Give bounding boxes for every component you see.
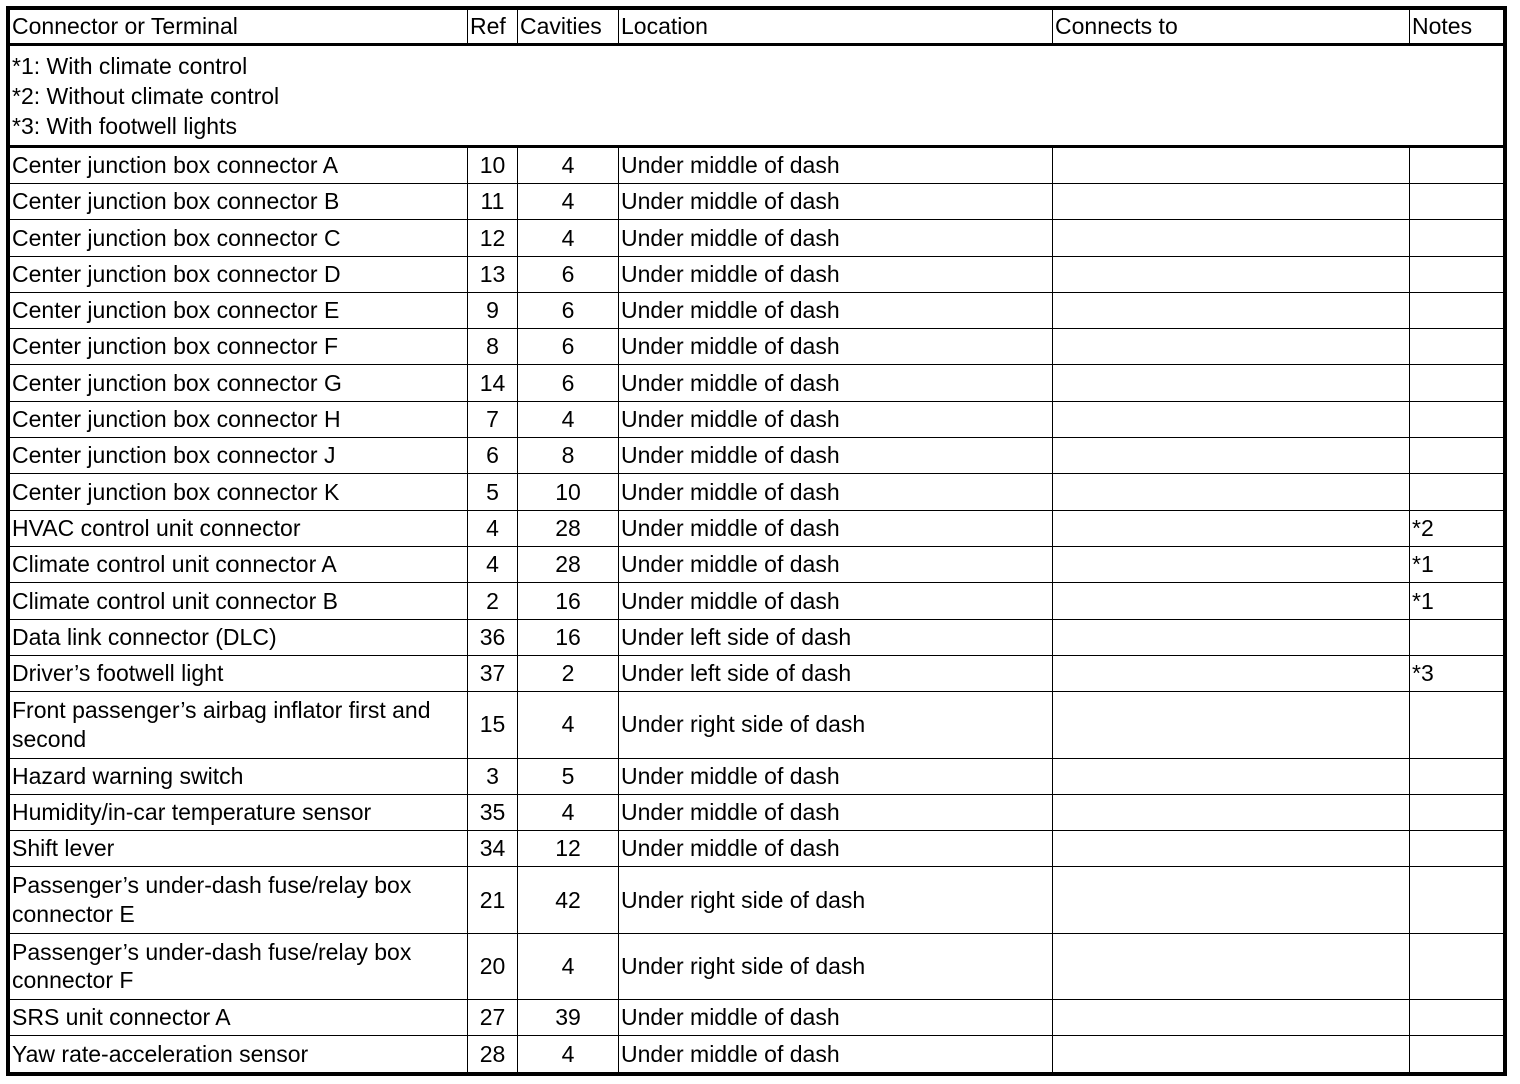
cell-connects-to [1053, 401, 1410, 437]
cell-location: Under middle of dash [619, 401, 1053, 437]
header-notes: Notes [1410, 10, 1504, 45]
cell-cavities: 5 [518, 758, 619, 794]
cell-cavities: 4 [518, 933, 619, 999]
cell-cavities: 4 [518, 1036, 619, 1073]
table-row [10, 220, 1504, 256]
cell-ref: 27 [468, 1000, 518, 1036]
cell-cavities: 4 [518, 220, 619, 256]
cell-location: Under middle of dash [619, 831, 1053, 867]
cell-connects-to [1053, 692, 1410, 758]
table-row [10, 933, 1504, 999]
table-row [10, 546, 1504, 582]
cell-cavities: 4 [518, 794, 619, 830]
header-location: Location [619, 10, 1053, 45]
table-row [10, 146, 1504, 183]
cell-location: Under middle of dash [619, 758, 1053, 794]
cell-location: Under middle of dash [619, 794, 1053, 830]
cell-connector: Yaw rate-acceleration sensor [10, 1036, 468, 1073]
cell-location: Under middle of dash [619, 256, 1053, 292]
cell-ref: 37 [468, 655, 518, 691]
cell-ref: 28 [468, 1036, 518, 1073]
cell-connector: Center junction box connector A [10, 146, 468, 183]
cell-connector: SRS unit connector A [10, 1000, 468, 1036]
cell-connects-to [1053, 831, 1410, 867]
footnotes-row [10, 45, 1504, 147]
cell-cavities: 12 [518, 831, 619, 867]
table-row [10, 401, 1504, 437]
footnotes-cell [10, 45, 1504, 147]
table-row [10, 329, 1504, 365]
cell-connector: Hazard warning switch [10, 758, 468, 794]
cell-location: Under right side of dash [619, 692, 1053, 758]
cell-ref: 4 [468, 546, 518, 582]
cell-location: Under middle of dash [619, 583, 1053, 619]
cell-connector: Front passenger’s airbag inflator first and second [10, 692, 468, 758]
cell-connector: Driver’s footwell light [10, 655, 468, 691]
cell-connects-to [1053, 758, 1410, 794]
cell-location: Under left side of dash [619, 655, 1053, 691]
cell-ref: 6 [468, 438, 518, 474]
cell-notes: *1 [1410, 546, 1504, 582]
cell-connects-to [1053, 474, 1410, 510]
cell-connects-to [1053, 1000, 1410, 1036]
cell-location: Under right side of dash [619, 867, 1053, 933]
cell-notes [1410, 692, 1504, 758]
footnote: *1: With climate control [12, 53, 248, 80]
cell-connects-to [1053, 510, 1410, 546]
cell-notes [1410, 1000, 1504, 1036]
cell-cavities: 4 [518, 184, 619, 220]
cell-notes [1410, 474, 1504, 510]
cell-cavities: 28 [518, 546, 619, 582]
cell-cavities: 2 [518, 655, 619, 691]
cell-connector: Shift lever [10, 831, 468, 867]
cell-notes [1410, 438, 1504, 474]
cell-ref: 7 [468, 401, 518, 437]
header-ref: Ref [468, 10, 518, 45]
cell-ref: 20 [468, 933, 518, 999]
cell-notes [1410, 184, 1504, 220]
cell-connector: Passenger’s under-dash fuse/relay box connector F [10, 933, 468, 999]
table-row [10, 1000, 1504, 1036]
cell-connector: HVAC control unit connector [10, 510, 468, 546]
cell-connects-to [1053, 794, 1410, 830]
cell-connector: Center junction box connector B [10, 184, 468, 220]
cell-cavities: 4 [518, 401, 619, 437]
table-row [10, 692, 1504, 758]
cell-location: Under right side of dash [619, 933, 1053, 999]
cell-connector: Passenger’s under-dash fuse/relay box connector E [10, 867, 468, 933]
cell-connects-to [1053, 256, 1410, 292]
cell-location: Under middle of dash [619, 365, 1053, 401]
cell-ref: 34 [468, 831, 518, 867]
table-row [10, 619, 1504, 655]
cell-notes [1410, 1036, 1504, 1073]
cell-connects-to [1053, 867, 1410, 933]
cell-ref: 9 [468, 292, 518, 328]
cell-connects-to [1053, 365, 1410, 401]
table-row [10, 365, 1504, 401]
table-row [10, 256, 1504, 292]
cell-notes [1410, 758, 1504, 794]
cell-connector: Center junction box connector H [10, 401, 468, 437]
connector-table-frame [6, 6, 1507, 1076]
cell-notes [1410, 401, 1504, 437]
cell-cavities: 28 [518, 510, 619, 546]
cell-connects-to [1053, 329, 1410, 365]
table-row [10, 583, 1504, 619]
cell-cavities: 16 [518, 583, 619, 619]
cell-connects-to [1053, 220, 1410, 256]
cell-location: Under middle of dash [619, 220, 1053, 256]
cell-notes [1410, 365, 1504, 401]
cell-connector: Climate control unit connector A [10, 546, 468, 582]
cell-connector: Center junction box connector F [10, 329, 468, 365]
cell-connects-to [1053, 546, 1410, 582]
cell-connector: Center junction box connector J [10, 438, 468, 474]
footnote: *2: Without climate control [12, 83, 280, 110]
cell-ref: 3 [468, 758, 518, 794]
cell-cavities: 4 [518, 692, 619, 758]
cell-location: Under middle of dash [619, 438, 1053, 474]
cell-connects-to [1053, 146, 1410, 183]
cell-notes [1410, 867, 1504, 933]
cell-cavities: 8 [518, 438, 619, 474]
cell-connector: Center junction box connector E [10, 292, 468, 328]
cell-ref: 15 [468, 692, 518, 758]
cell-connector: Center junction box connector D [10, 256, 468, 292]
cell-notes [1410, 220, 1504, 256]
header-cavities: Cavities [518, 10, 619, 45]
cell-connector: Center junction box connector K [10, 474, 468, 510]
cell-ref: 4 [468, 510, 518, 546]
cell-connects-to [1053, 655, 1410, 691]
cell-cavities: 42 [518, 867, 619, 933]
connector-table [9, 9, 1504, 1073]
header-row [10, 10, 1504, 45]
cell-notes: *1 [1410, 583, 1504, 619]
table-row [10, 1036, 1504, 1073]
cell-ref: 14 [468, 365, 518, 401]
table-row [10, 292, 1504, 328]
cell-notes: *2 [1410, 510, 1504, 546]
table-row [10, 758, 1504, 794]
cell-location: Under left side of dash [619, 619, 1053, 655]
cell-ref: 8 [468, 329, 518, 365]
cell-notes [1410, 831, 1504, 867]
table-row [10, 831, 1504, 867]
cell-notes [1410, 933, 1504, 999]
cell-cavities: 39 [518, 1000, 619, 1036]
cell-location: Under middle of dash [619, 474, 1053, 510]
table-row [10, 655, 1504, 691]
header-connects-to: Connects to [1053, 10, 1410, 45]
table-row [10, 438, 1504, 474]
cell-location: Under middle of dash [619, 546, 1053, 582]
cell-ref: 13 [468, 256, 518, 292]
footnote: *3: With footwell lights [12, 113, 237, 140]
cell-connector: Center junction box connector G [10, 365, 468, 401]
cell-ref: 21 [468, 867, 518, 933]
cell-location: Under middle of dash [619, 146, 1053, 183]
cell-notes [1410, 292, 1504, 328]
cell-connects-to [1053, 933, 1410, 999]
cell-ref: 10 [468, 146, 518, 183]
cell-connects-to [1053, 438, 1410, 474]
cell-cavities: 4 [518, 146, 619, 183]
header-connector: Connector or Terminal [10, 10, 468, 45]
cell-connects-to [1053, 184, 1410, 220]
cell-connects-to [1053, 292, 1410, 328]
cell-notes: *3 [1410, 655, 1504, 691]
cell-ref: 36 [468, 619, 518, 655]
cell-notes [1410, 794, 1504, 830]
cell-location: Under middle of dash [619, 1000, 1053, 1036]
cell-notes [1410, 329, 1504, 365]
cell-connector: Center junction box connector C [10, 220, 468, 256]
table-row [10, 794, 1504, 830]
cell-cavities: 6 [518, 365, 619, 401]
cell-connects-to [1053, 1036, 1410, 1073]
cell-connects-to [1053, 619, 1410, 655]
cell-connector: Climate control unit connector B [10, 583, 468, 619]
cell-location: Under middle of dash [619, 184, 1053, 220]
cell-connector: Humidity/in-car temperature sensor [10, 794, 468, 830]
cell-connects-to [1053, 583, 1410, 619]
cell-notes [1410, 146, 1504, 183]
cell-ref: 2 [468, 583, 518, 619]
cell-ref: 12 [468, 220, 518, 256]
cell-cavities: 16 [518, 619, 619, 655]
cell-location: Under middle of dash [619, 292, 1053, 328]
cell-location: Under middle of dash [619, 510, 1053, 546]
cell-notes [1410, 256, 1504, 292]
cell-ref: 11 [468, 184, 518, 220]
cell-cavities: 6 [518, 329, 619, 365]
cell-cavities: 6 [518, 292, 619, 328]
cell-location: Under middle of dash [619, 329, 1053, 365]
table-row [10, 510, 1504, 546]
table-row [10, 474, 1504, 510]
table-row [10, 184, 1504, 220]
cell-cavities: 10 [518, 474, 619, 510]
cell-ref: 5 [468, 474, 518, 510]
cell-connector: Data link connector (DLC) [10, 619, 468, 655]
cell-notes [1410, 619, 1504, 655]
table-row [10, 867, 1504, 933]
cell-cavities: 6 [518, 256, 619, 292]
cell-location: Under middle of dash [619, 1036, 1053, 1073]
cell-ref: 35 [468, 794, 518, 830]
